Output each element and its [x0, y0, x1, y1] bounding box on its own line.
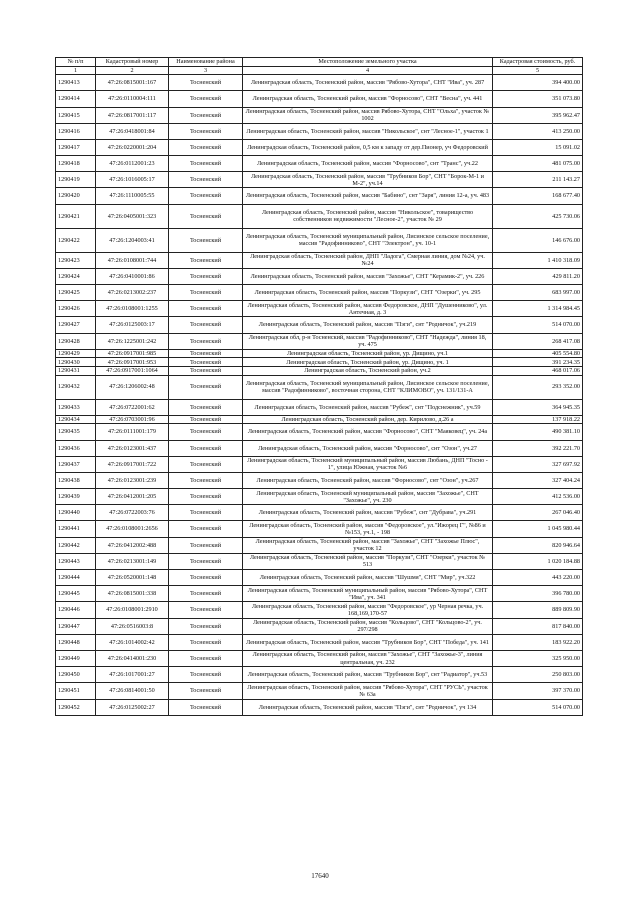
table-row	[56, 285, 583, 301]
district-name: Тосненский	[169, 399, 243, 415]
cadastral-number: 47:26:0213002:237	[96, 285, 169, 301]
land-plot-location: Ленинградская область, Тосненский район, массив "Федоровское", ур Черная речка, уч. 168,169,170-57	[243, 602, 493, 618]
land-plot-location: Ленинградская область, Тосненский район, ДНП "Ладога", Смерная линия, дом №24, уч. №24	[243, 252, 493, 268]
cadastral-value: 413 250.00	[493, 123, 583, 139]
table-row	[56, 618, 583, 634]
land-plot-location: Ленинградская область, Тосненский район, ур. Дищино, уч. 1	[243, 358, 493, 367]
row-number: 1290428	[56, 333, 96, 349]
row-number: 1290452	[56, 699, 96, 715]
district-name: Тосненский	[169, 537, 243, 553]
district-name: Тосненский	[169, 156, 243, 172]
table-row	[56, 188, 583, 204]
cadastral-number: 47:26:0213001:149	[96, 553, 169, 569]
row-number: 1290421	[56, 204, 96, 228]
district-name: Тосненский	[169, 123, 243, 139]
district-name: Тосненский	[169, 172, 243, 188]
cadastral-value: 15 091.02	[493, 139, 583, 155]
cadastral-value: 392 221.70	[493, 440, 583, 456]
district-name: Тосненский	[169, 618, 243, 634]
row-number: 1290430	[56, 358, 96, 367]
district-name: Тосненский	[169, 489, 243, 505]
cadastral-number: 47:26:1016005:17	[96, 172, 169, 188]
table-body	[56, 75, 583, 716]
land-plot-location: Ленинградская область, Тосненский район, массив "Пэги", снт "Родничок", уч 134	[243, 699, 493, 715]
district-name: Тосненский	[169, 375, 243, 399]
cadastral-value: 395 962.47	[493, 107, 583, 123]
land-plot-location: Ленинградская область, Тосненский район, массив "Форносово", СНТ "Маяковец", уч. 24а	[243, 424, 493, 440]
table-row	[56, 123, 583, 139]
table-row	[56, 366, 583, 375]
table-row	[56, 456, 583, 472]
district-name: Тосненский	[169, 317, 243, 333]
table-row	[56, 252, 583, 268]
cadastral-number: 47:26:0220001:204	[96, 139, 169, 155]
table-row	[56, 107, 583, 123]
district-name: Тосненский	[169, 139, 243, 155]
land-plot-location: Ленинградская область, Тосненский район, массив "Трубников Бор", СНТ "Победа", уч. 141	[243, 634, 493, 650]
district-name: Тосненский	[169, 333, 243, 349]
row-number: 1290444	[56, 570, 96, 586]
row-number: 1290427	[56, 317, 96, 333]
cadastral-number: 47:26:0414001:230	[96, 650, 169, 666]
cadastral-value: 1 045 980.44	[493, 521, 583, 537]
cadastral-number: 47:26:0125002:27	[96, 699, 169, 715]
cadastral-number: 47:26:0418001:84	[96, 123, 169, 139]
cadastral-number: 47:26:0703001:96	[96, 415, 169, 424]
table-row	[56, 399, 583, 415]
table-row	[56, 489, 583, 505]
land-plot-location: Ленинградская область, Тосненский район, массив "Рябово-Хутора", СНТ "Ива", уч. 287	[243, 75, 493, 91]
district-name: Тосненский	[169, 440, 243, 456]
row-number: 1290418	[56, 156, 96, 172]
table-row	[56, 228, 583, 252]
row-number: 1290415	[56, 107, 96, 123]
land-plot-location: Ленинградская область, Тосненский район, массив "Трубников Бор", снт "Радиатор", уч.53	[243, 667, 493, 683]
land-plot-location: Ленинградская область, Тосненский район, массив "Федоровское", ул."Ижорец Г", №86 и №153, уч.1, - 198	[243, 521, 493, 537]
cadastral-number: 47:26:0817001:117	[96, 107, 169, 123]
table-row	[56, 75, 583, 91]
cadastral-value: 1 314 984.45	[493, 301, 583, 317]
land-plot-location: Ленинградская область, Тосненский район, массив "Никольское", товарищество собственников недвижимости "Лесное-2", участок № 29	[243, 204, 493, 228]
column-number-row	[56, 67, 583, 75]
land-plot-location: Ленинградская область, Тосненский муниципальный район, Лисинское сельское поселение, массив "Радофинниково", СНТ "Электрон", уч. 10-1	[243, 228, 493, 252]
table-row	[56, 172, 583, 188]
cadastral-value: 481 075.00	[493, 156, 583, 172]
land-plot-location: Ленинградская область, Тосненский район, массив "Никольское", снт "Лесное-1", участок 1	[243, 123, 493, 139]
table-row	[56, 537, 583, 553]
land-plot-location: Ленинградская область, Тосненский район, массив "Пэги", снт "Родничок", уч.219	[243, 317, 493, 333]
district-name: Тосненский	[169, 683, 243, 699]
row-number: 1290435	[56, 424, 96, 440]
table-row	[56, 358, 583, 367]
land-plot-location: Ленинградская область, Тосненский район, массив "Рубеж", снт "Дубрава", уч.291	[243, 505, 493, 521]
district-name: Тосненский	[169, 667, 243, 683]
table-row	[56, 683, 583, 699]
table-row	[56, 505, 583, 521]
row-number: 1290434	[56, 415, 96, 424]
row-number: 1290419	[56, 172, 96, 188]
row-number: 1290450	[56, 667, 96, 683]
table-row	[56, 650, 583, 666]
district-name: Тосненский	[169, 349, 243, 358]
cadastral-number: 47:26:0722003:76	[96, 505, 169, 521]
district-name: Тосненский	[169, 107, 243, 123]
cadastral-value: 683 997.00	[493, 285, 583, 301]
cadastral-number: 47:26:0405001:323	[96, 204, 169, 228]
column-number: 3	[169, 67, 243, 75]
cadastral-number: 47:26:0814001:50	[96, 683, 169, 699]
cadastral-number: 47:26:0108001:2656	[96, 521, 169, 537]
district-name: Тосненский	[169, 188, 243, 204]
cadastral-value: 146 676.00	[493, 228, 583, 252]
cadastral-value: 820 946.64	[493, 537, 583, 553]
cadastral-number: 47:26:0520001:148	[96, 570, 169, 586]
land-plot-location: Ленинградская область, Тосненский район, массив "Шушмя", СНТ "Мир", уч.322	[243, 570, 493, 586]
table-row	[56, 333, 583, 349]
cadastral-value: 268 417.08	[493, 333, 583, 349]
cadastral-value: 425 730.06	[493, 204, 583, 228]
cadastral-number: 47:26:0917001:722	[96, 456, 169, 472]
cadastral-number: 47:26:0125003:17	[96, 317, 169, 333]
land-plot-location: Ленинградская область, Тосненский район, массив "Бабино", снт "Заря", линия 12-а, уч. 483	[243, 188, 493, 204]
cadastral-number: 47:26:0917001:953	[96, 358, 169, 367]
cadastral-number: 47:26:0516003:8	[96, 618, 169, 634]
row-number: 1290439	[56, 489, 96, 505]
land-plot-location: Ленинградская область, Тосненский район, массив "Кольцово", СНТ "Кольцово-2", уч. 297/298	[243, 618, 493, 634]
land-plot-location: Ленинградская область, Тосненский муниципальный район, массив "Захожье", СНТ "Захожье", уч. 230	[243, 489, 493, 505]
cadastral-value: 429 811.20	[493, 268, 583, 284]
cadastral-value: 391 234.35	[493, 358, 583, 367]
cadastral-number: 47:26:0917001:985	[96, 349, 169, 358]
cadastral-value: 267 046.40	[493, 505, 583, 521]
row-number: 1290440	[56, 505, 96, 521]
table-row	[56, 156, 583, 172]
cadastral-number: 47:26:1225001:242	[96, 333, 169, 349]
land-plot-location: Ленинградская область, Тосненский район, массив "Форносово", снт "Транс", уч.22	[243, 156, 493, 172]
district-name: Тосненский	[169, 521, 243, 537]
table-row	[56, 204, 583, 228]
cadastral-value: 137 918.22	[493, 415, 583, 424]
table-row	[56, 91, 583, 107]
cadastral-number: 47:26:1204003:41	[96, 228, 169, 252]
table-row	[56, 440, 583, 456]
land-plot-location: Ленинградская область, Тосненский район, массив Федоровское, ДНП "Душенниково", ул. Антечная, д. 3	[243, 301, 493, 317]
row-number: 1290417	[56, 139, 96, 155]
table-row	[56, 268, 583, 284]
land-plot-location: Ленинградская область, Тосненский район, дер. Кирилово, д.26 а	[243, 415, 493, 424]
land-plot-location: Ленинградская область, Тосненский район, массив "Рябово-Хутора", СНТ "РУСЬ", участок № 63а	[243, 683, 493, 699]
table-row	[56, 139, 583, 155]
cadastral-value: 443 220.00	[493, 570, 583, 586]
land-plot-location: Ленинградская область, Тосненский район, ур. Дищино, уч.1	[243, 349, 493, 358]
table-row	[56, 667, 583, 683]
cadastral-value: 468 017.06	[493, 366, 583, 375]
cadastral-value: 327 404.24	[493, 472, 583, 488]
row-number: 1290413	[56, 75, 96, 91]
cadastral-number: 47:26:0108001:1255	[96, 301, 169, 317]
row-number: 1290443	[56, 553, 96, 569]
district-name: Тосненский	[169, 553, 243, 569]
land-plot-location: Ленинградская область, Тосненский район, массив "Захожье", СНТ "Керамик-2", уч. 226	[243, 268, 493, 284]
header-cadastral-number: Кадастровый номер	[96, 58, 169, 67]
cadastral-value: 364 945.35	[493, 399, 583, 415]
cadastral-value-table	[55, 57, 583, 716]
row-number: 1290438	[56, 472, 96, 488]
cadastral-number: 47:26:1206002:48	[96, 375, 169, 399]
row-number: 1290426	[56, 301, 96, 317]
table-row	[56, 602, 583, 618]
cadastral-value: 1 020 184.88	[493, 553, 583, 569]
land-plot-location: Ленинградская область, Тосненский муниципальный район, массив "Рябово-Хутора", СНТ "Ива", уч. 341	[243, 586, 493, 602]
table-row	[56, 553, 583, 569]
row-number: 1290425	[56, 285, 96, 301]
row-number: 1290447	[56, 618, 96, 634]
table-row	[56, 521, 583, 537]
header-cadastral-value: Кадастровая стоимость, руб.	[493, 58, 583, 67]
district-name: Тосненский	[169, 415, 243, 424]
cadastral-value: 327 697.92	[493, 456, 583, 472]
district-name: Тосненский	[169, 301, 243, 317]
table-row	[56, 301, 583, 317]
land-plot-location: Ленинградская область, Тосненский район, 0,5 км к западу от дер.Пионер, уч Федоровский	[243, 139, 493, 155]
table-row	[56, 415, 583, 424]
cadastral-number: 47:26:0412002:488	[96, 537, 169, 553]
district-name: Тосненский	[169, 650, 243, 666]
column-number: 4	[243, 67, 493, 75]
table-row	[56, 349, 583, 358]
cadastral-number: 47:26:0410001:86	[96, 268, 169, 284]
table-header-row	[56, 58, 583, 67]
district-name: Тосненский	[169, 366, 243, 375]
row-number: 1290432	[56, 375, 96, 399]
cadastral-value: 396 780.00	[493, 586, 583, 602]
row-number: 1290423	[56, 252, 96, 268]
district-name: Тосненский	[169, 456, 243, 472]
cadastral-value: 490 381.10	[493, 424, 583, 440]
cadastral-number: 47:26:1110005:55	[96, 188, 169, 204]
district-name: Тосненский	[169, 75, 243, 91]
cadastral-value: 514 070.00	[493, 317, 583, 333]
column-number: 5	[493, 67, 583, 75]
cadastral-value: 412 536.00	[493, 489, 583, 505]
district-name: Тосненский	[169, 252, 243, 268]
cadastral-value: 183 922.20	[493, 634, 583, 650]
column-number: 1	[56, 67, 96, 75]
row-number: 1290414	[56, 91, 96, 107]
cadastral-value: 211 143.27	[493, 172, 583, 188]
cadastral-value: 351 073.80	[493, 91, 583, 107]
district-name: Тосненский	[169, 204, 243, 228]
cadastral-number: 47:26:0110004:111	[96, 91, 169, 107]
table-row	[56, 570, 583, 586]
cadastral-value: 397 370.00	[493, 683, 583, 699]
table-row	[56, 375, 583, 399]
table-row	[56, 472, 583, 488]
row-number: 1290448	[56, 634, 96, 650]
district-name: Тосненский	[169, 570, 243, 586]
district-name: Тосненский	[169, 91, 243, 107]
row-number: 1290442	[56, 537, 96, 553]
cadastral-number: 47:26:0815001:167	[96, 75, 169, 91]
cadastral-number: 47:26:1014002:42	[96, 634, 169, 650]
land-plot-location: Ленинградская область, Тосненский район, массив "Захожье", СНТ "Захожье Плюс", участок 12	[243, 537, 493, 553]
cadastral-value: 889 809.90	[493, 602, 583, 618]
column-number: 2	[96, 67, 169, 75]
table-row	[56, 317, 583, 333]
cadastral-number: 47:26:0917001:1064	[96, 366, 169, 375]
district-name: Тосненский	[169, 586, 243, 602]
cadastral-number: 47:26:0123001:239	[96, 472, 169, 488]
row-number: 1290437	[56, 456, 96, 472]
land-plot-location: Ленинградская область, Тосненский район, массив "Захожье", СНТ "Захожье-3", линия центральная, уч. 232	[243, 650, 493, 666]
district-name: Тосненский	[169, 472, 243, 488]
row-number: 1290429	[56, 349, 96, 358]
land-plot-location: Ленинградская область, Тосненский район, массив "Форносово", снт "Озон", уч.27	[243, 440, 493, 456]
row-number: 1290449	[56, 650, 96, 666]
cadastral-value: 168 677.40	[493, 188, 583, 204]
header-district: Наименование района	[169, 58, 243, 67]
header-number: № п/п	[56, 58, 96, 67]
district-name: Тосненский	[169, 634, 243, 650]
land-plot-location: Ленинградская область, Тосненский район, уч.2	[243, 366, 493, 375]
table-row	[56, 634, 583, 650]
cadastral-value: 293 352.00	[493, 375, 583, 399]
district-name: Тосненский	[169, 228, 243, 252]
row-number: 1290436	[56, 440, 96, 456]
cadastral-number: 47:26:0412001:205	[96, 489, 169, 505]
cadastral-value: 514 070.00	[493, 699, 583, 715]
district-name: Тосненский	[169, 424, 243, 440]
table-row	[56, 699, 583, 715]
district-name: Тосненский	[169, 505, 243, 521]
row-number: 1290422	[56, 228, 96, 252]
header-location: Местоположение земельного участка	[243, 58, 493, 67]
district-name: Тосненский	[169, 602, 243, 618]
land-plot-location: Ленинградская область, Тосненский район, массив "Трубников Бор", СНТ "Борок-М-1 и М-2", уч.14	[243, 172, 493, 188]
district-name: Тосненский	[169, 699, 243, 715]
district-name: Тосненский	[169, 358, 243, 367]
cadastral-value: 325 950.00	[493, 650, 583, 666]
land-plot-location: Ленинградская область, Тосненский район, массив "Рубеж", снт "Подснежник", уч.59	[243, 399, 493, 415]
cadastral-number: 47:26:0722001:62	[96, 399, 169, 415]
land-plot-location: Ленинградская область, Тосненский район, массив "Поркузи", СНТ "Озерки", участок № 513	[243, 553, 493, 569]
row-number: 1290445	[56, 586, 96, 602]
cadastral-number: 47:26:0108001:744	[96, 252, 169, 268]
land-plot-location: Ленинградская область, Тосненский муниципальный район, массив Любань, ДНП "Тосно - 1", улица Южная, участок №6	[243, 456, 493, 472]
row-number: 1290441	[56, 521, 96, 537]
row-number: 1290433	[56, 399, 96, 415]
cadastral-value: 405 554.80	[493, 349, 583, 358]
cadastral-value: 1 410 318.09	[493, 252, 583, 268]
row-number: 1290416	[56, 123, 96, 139]
row-number: 1290446	[56, 602, 96, 618]
page-number: 17640	[311, 872, 329, 880]
cadastral-value: 394 400.00	[493, 75, 583, 91]
row-number: 1290431	[56, 366, 96, 375]
district-name: Тосненский	[169, 268, 243, 284]
cadastral-value: 817 840.00	[493, 618, 583, 634]
row-number: 1290420	[56, 188, 96, 204]
table-row	[56, 586, 583, 602]
cadastral-number: 47:26:0111001:179	[96, 424, 169, 440]
cadastral-value: 250 803.00	[493, 667, 583, 683]
cadastral-number: 47:26:0108001:2910	[96, 602, 169, 618]
cadastral-number: 47:26:1017001:27	[96, 667, 169, 683]
cadastral-number: 47:26:0815001:338	[96, 586, 169, 602]
row-number: 1290424	[56, 268, 96, 284]
cadastral-number: 47:26:0123001:437	[96, 440, 169, 456]
land-plot-location: Ленинградская область, Тосненский район, массив Рябово-Хутора, СНТ "Ольха", участок № 1002	[243, 107, 493, 123]
land-plot-location: Ленинградская обл, р-н Тосненский, массив "Радофинниково", СНТ "Надежда", линия 18, уч. 475	[243, 333, 493, 349]
land-plot-location: Ленинградская область, Тосненский район, массив "Форносово", снт "Озон", уч.267	[243, 472, 493, 488]
row-number: 1290451	[56, 683, 96, 699]
table-row	[56, 424, 583, 440]
land-plot-location: Ленинградская область, Тосненский район, массив "Поркузи", СНТ "Озерки", уч. 295	[243, 285, 493, 301]
district-name: Тосненский	[169, 285, 243, 301]
cadastral-number: 47:26:0112001:23	[96, 156, 169, 172]
land-plot-location: Ленинградская область, Тосненский район, массив "Форносово", СНТ "Весна", уч. 441	[243, 91, 493, 107]
land-plot-location: Ленинградская область, Тосненский муниципальный район, Лисинское сельское поселение, массив "Радофинниково", восточная сторона, СНТ "КЛИМОВО", уч. 131/131-А	[243, 375, 493, 399]
